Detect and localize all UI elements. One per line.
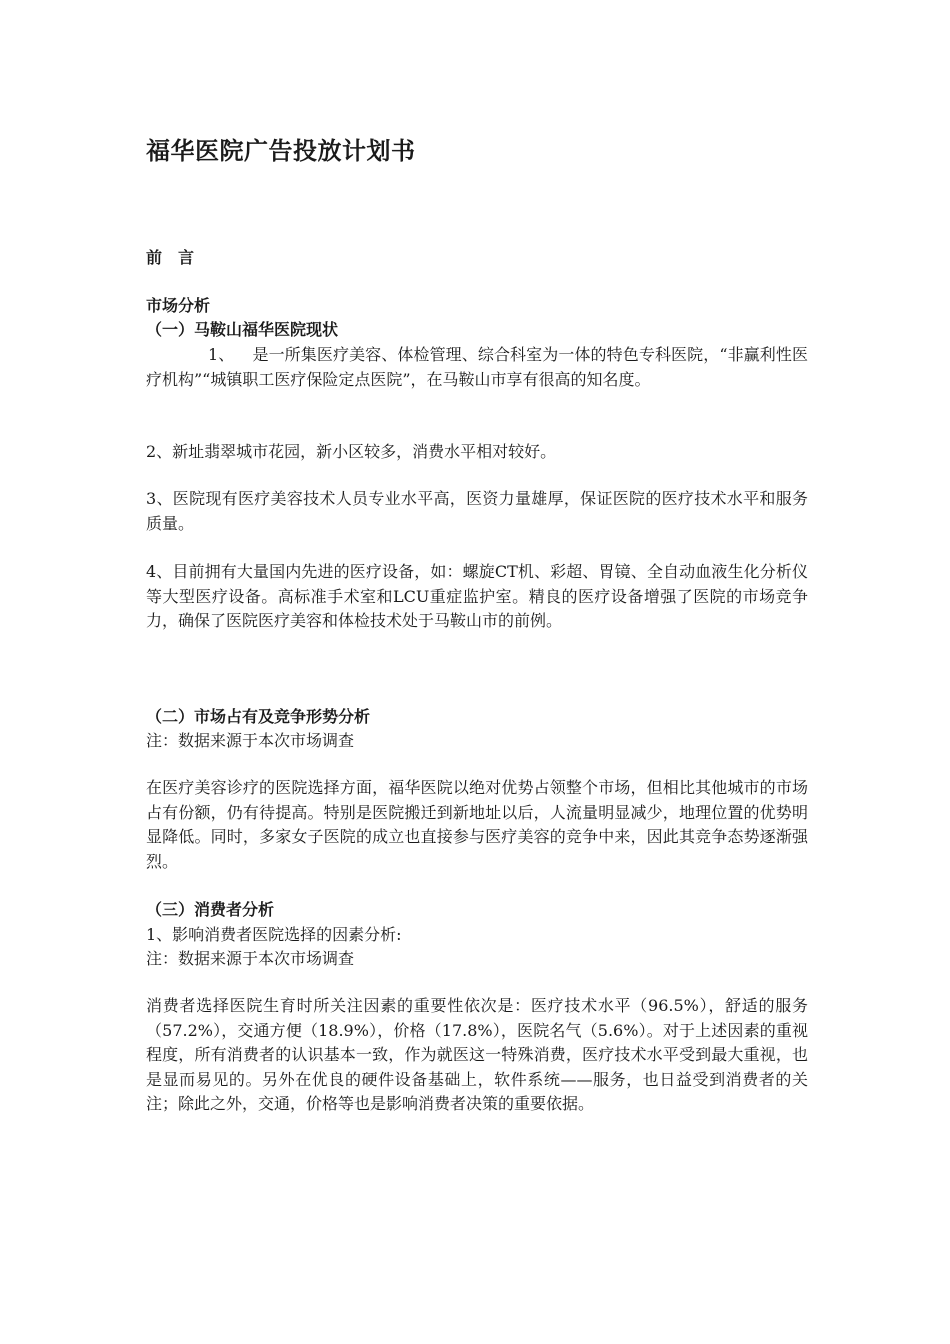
section1-item2: 2、新址翡翠城市花园，新小区较多，消费水平相对较好。 <box>146 442 557 461</box>
section2-heading: （二）市场占有及竞争形势分析 <box>146 707 371 726</box>
section2-paragraph: 在医疗美容诊疗的医院选择方面，福华医院以绝对优势占领整个市场，但相比其他城市的市场占有份额，仍有待提高。特别是医院搬迁到新地址以后，人流量明显减少，地理位置的优势明显降低。同时，多家女子医院的成立也直接参与医疗美容的竞争中来，因此其竞争态势逐渐强烈。 <box>146 778 808 871</box>
section1-item1 <box>146 343 808 392</box>
preface-heading: 前 言 <box>146 248 195 267</box>
section3-paragraph: 消费者选择医院生育时所关注因素的重要性依次是：医疗技术水平（96.5%），舒适的服务（57.2%），交通方便（18.9%），价格（17.8%），医院名气（5.6%）。对于上述因素的重视程度，所有消费者的认识基本一致，作为就医这一特殊消费，医疗技术水平受到最大重视，也是显而易见的。另外在优良的硬件设备基础上，软件系统——服务，也日益受到消费者的关注；除此之外，交通，价格等也是影响消费者决策的重要依据。 <box>146 996 808 1113</box>
item1-text: 是一所集医疗美容、体检管理、综合科室为一体的特色专科医院，“非赢利性医疗机构”“城镇职工医疗保险定点医院”，在马鞍山市享有很高的知名度。 <box>146 345 809 389</box>
document-title: 福华医院广告投放计划书 <box>146 137 416 165</box>
item1-number: 1、 <box>208 345 235 364</box>
section3-subheading: 1、影响消费者医院选择的因素分析: <box>146 925 402 944</box>
section3-heading: （三）消费者分析 <box>146 900 275 919</box>
section1-item4: 4、目前拥有大量国内先进的医疗设备，如：螺旋CT机、彩超、胃镜、全自动血液生化分析仪等大型医疗设备。高标准手术室和LCU重症监护室。精良的医疗设备增强了医院的市场竞争力，确保了医院医疗美容和体检技术处于马鞍山市的前例。 <box>146 562 808 630</box>
section3-note: 注：数据来源于本次市场调查 <box>146 949 355 968</box>
market-analysis-heading: 市场分析 <box>146 296 211 315</box>
section1-heading: （一）马鞍山福华医院现状 <box>146 320 339 339</box>
section2-note: 注：数据来源于本次市场调查 <box>146 731 355 750</box>
section1-item3: 3、医院现有医疗美容技术人员专业水平高，医资力量雄厚，保证医院的医疗技术水平和服务质量。 <box>146 489 808 533</box>
